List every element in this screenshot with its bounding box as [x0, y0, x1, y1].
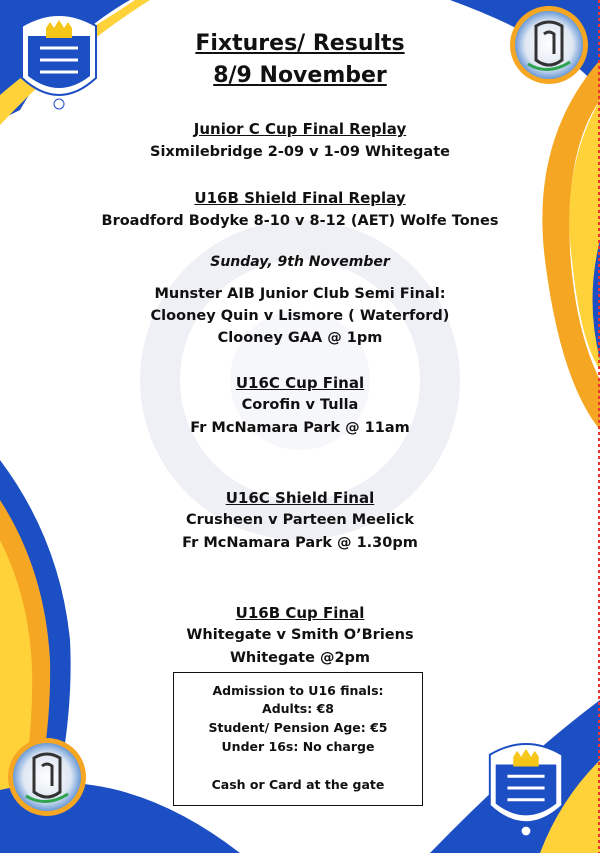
fixture-u16b-cup-line2: Whitegate @2pm	[229, 650, 371, 666]
fixture-u16c-shield-line2: Fr McNamara Park @ 1.30pm	[182, 535, 418, 551]
fixture-munster-line3: Clooney GAA @ 1pm	[217, 330, 383, 346]
fixture-u16b-cup-line1: Whitegate v Smith O’Briens	[186, 627, 414, 643]
camogie-logo-icon-bottom	[6, 736, 88, 818]
fixture-u16c-shield-line1: Crusheen v Parteen Meelick	[185, 512, 415, 528]
fixture-heading-u16c-shield: U16C Shield Final	[225, 489, 375, 507]
page-title-line1: Fixtures/ Results	[195, 31, 405, 56]
admission-student: Student/ Pension Age: €5	[208, 720, 388, 735]
clare-crest-icon-bottom	[482, 736, 570, 840]
admission-under16: Under 16s: No charge	[221, 739, 375, 754]
fixture-heading-u16c-cup: U16C Cup Final	[235, 374, 365, 392]
admission-adults: Adults: €8	[262, 701, 334, 716]
admission-box	[173, 672, 423, 806]
fixture-munster-line1: Munster AIB Junior Club Semi Final:	[154, 286, 446, 302]
fixture-heading-u16b-shield: U16B Shield Final Replay	[194, 189, 406, 207]
fixture-result-junior-c: Sixmilebridge 2-09 v 1-09 Whitegate	[150, 144, 450, 160]
fixture-u16c-cup-line1: Corofin v Tulla	[241, 397, 359, 413]
page-title-line2: 8/9 November	[213, 63, 387, 88]
fixture-munster-line2: Clooney Quin v Lismore ( Waterford)	[150, 308, 450, 324]
clare-crest-icon	[14, 8, 104, 112]
admission-payment: Cash or Card at the gate	[211, 777, 385, 792]
admission-title: Admission to U16 finals:	[212, 683, 384, 698]
fixture-heading-junior-c: Junior C Cup Final Replay	[193, 120, 407, 138]
fixture-heading-u16b-cup: U16B Cup Final	[235, 604, 365, 622]
fixture-result-u16b-shield: Broadford Bodyke 8-10 v 8-12 (AET) Wolfe Tones	[101, 213, 499, 229]
fixture-u16c-cup-line2: Fr McNamara Park @ 11am	[190, 420, 410, 436]
fixture-date: Sunday, 9th November	[210, 254, 390, 270]
